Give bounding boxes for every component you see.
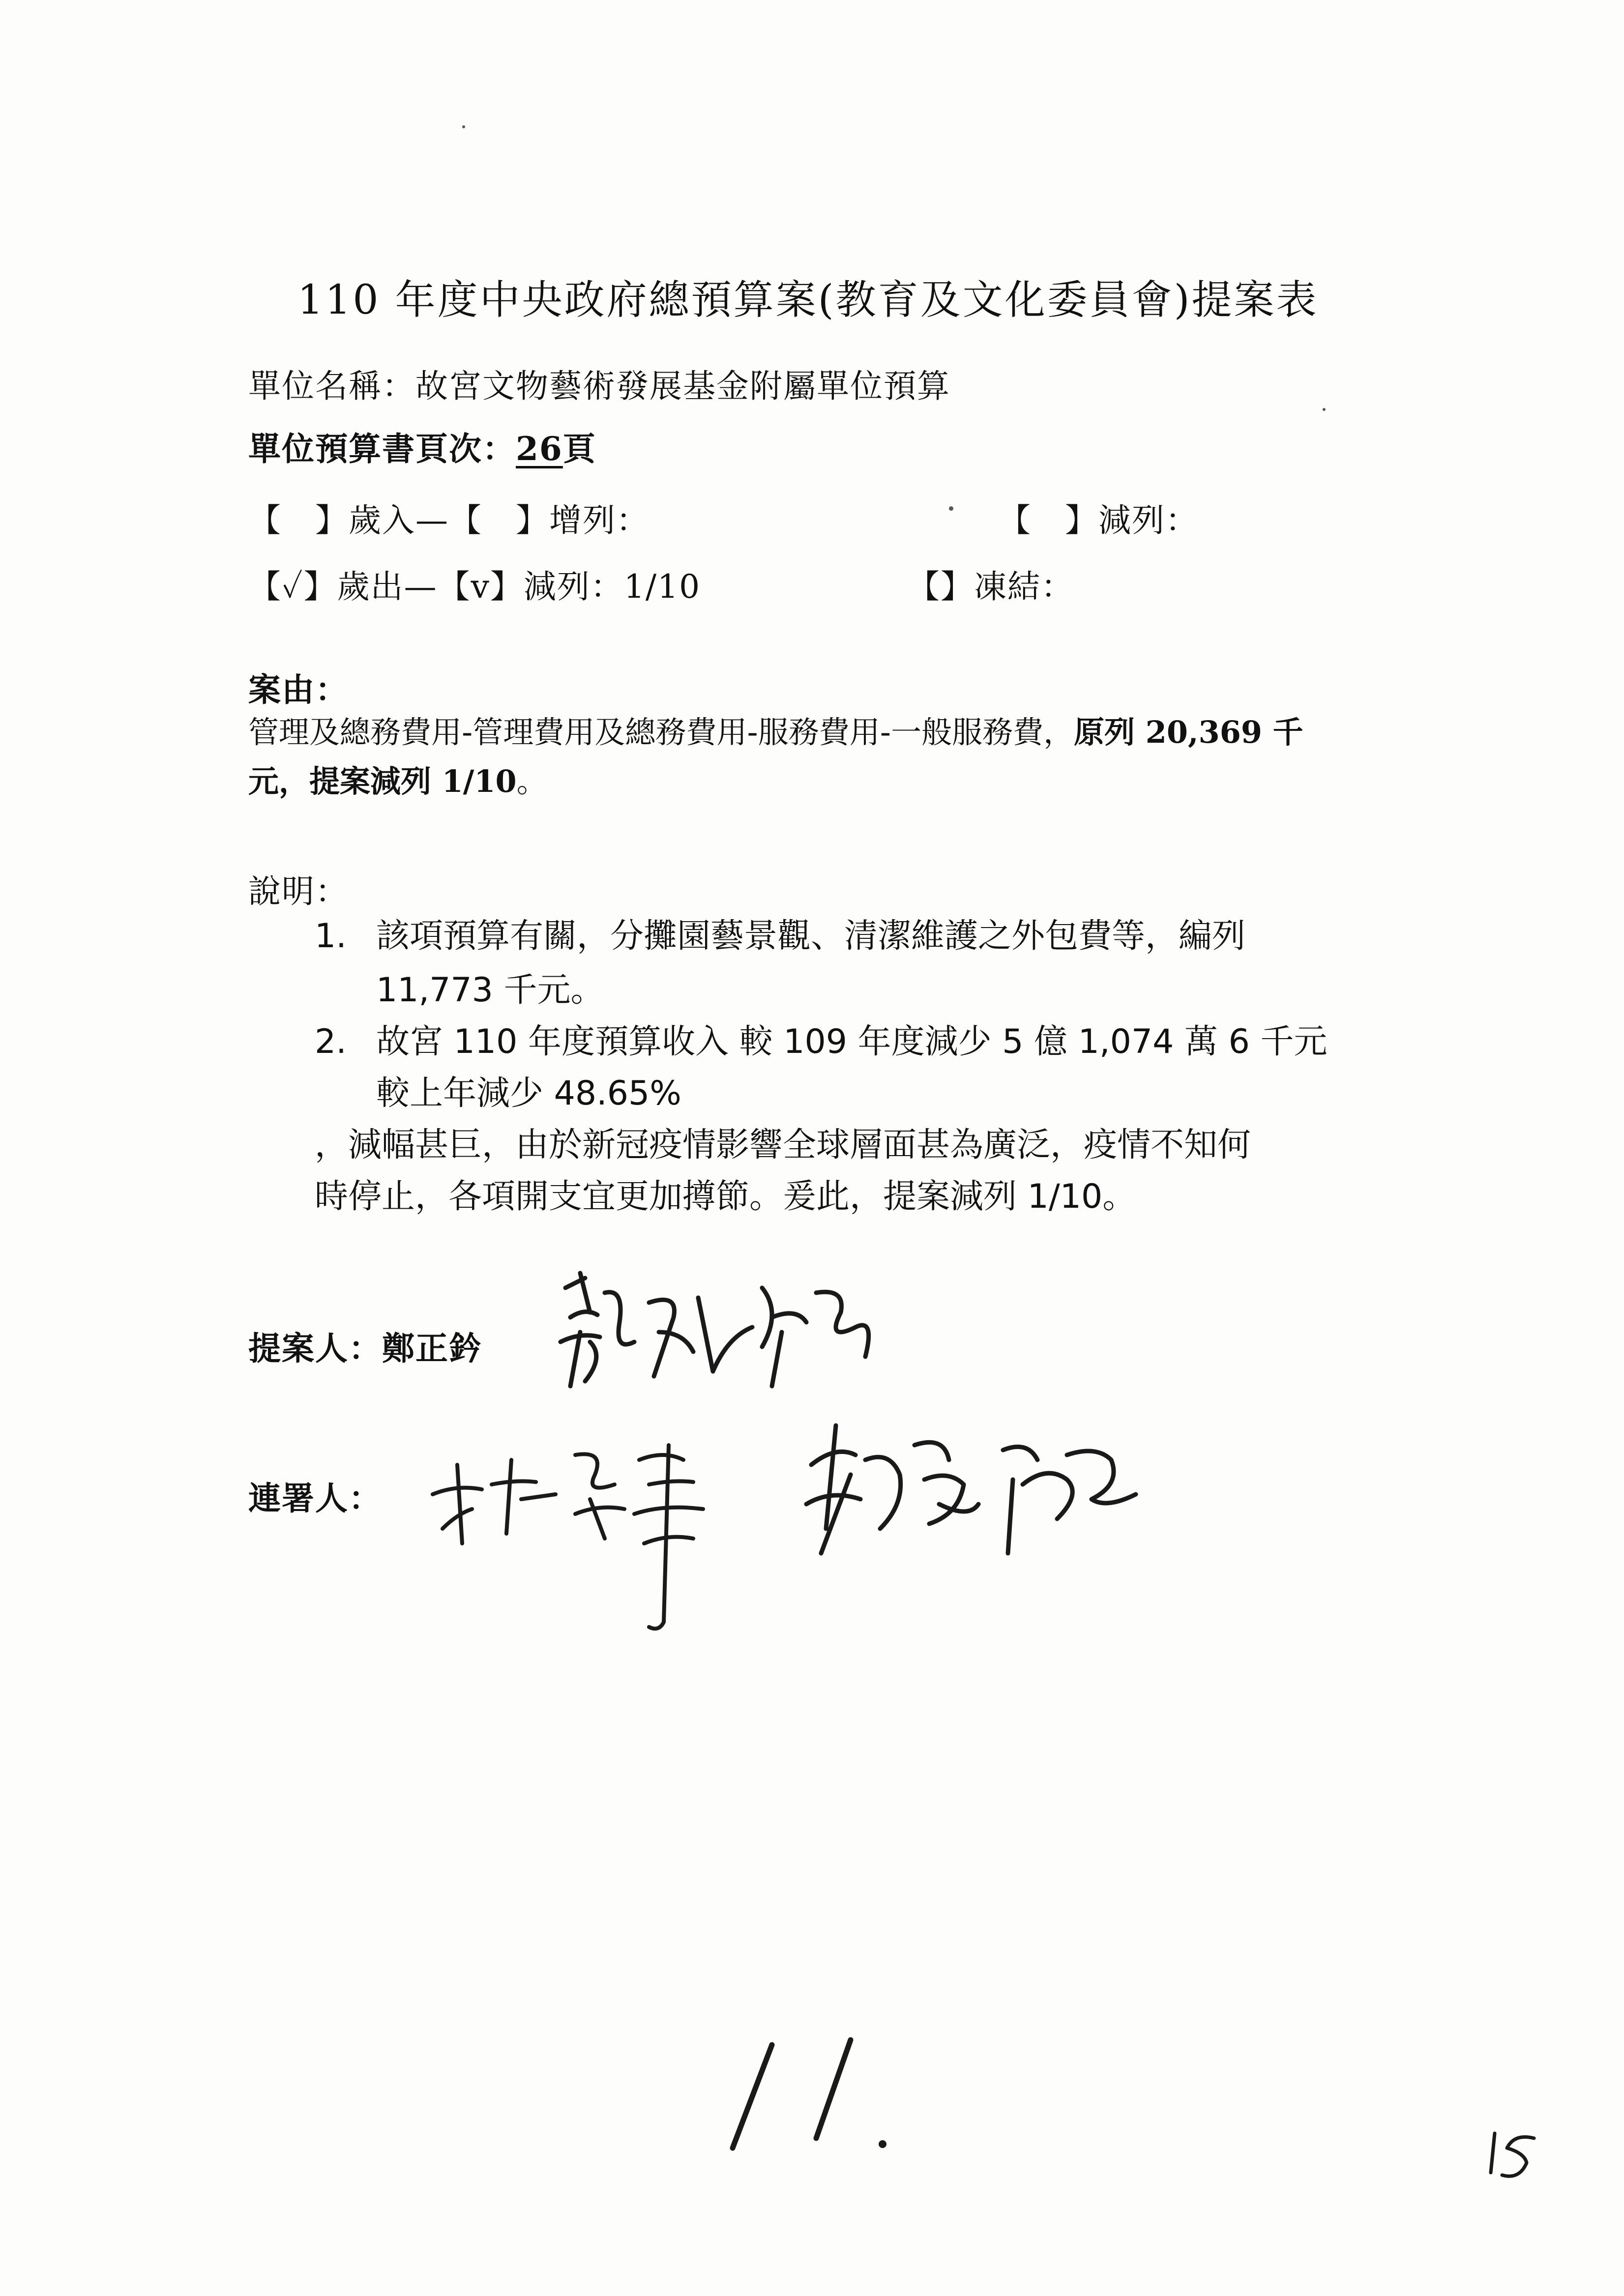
case-body-end: 。	[516, 763, 547, 799]
proposer-label: 提案人：鄭正鈐	[248, 1329, 482, 1367]
page-reference	[248, 423, 596, 469]
cosigner-signature-1	[428, 1416, 772, 1644]
page-reference-label: 單位預算書頁次：	[248, 430, 516, 468]
proposer-signature	[551, 1258, 895, 1408]
explanation-item-2-number: 2.	[315, 1022, 347, 1061]
revenue-cut: 【 】減列：	[998, 501, 1199, 539]
case-original-amount: 原列 20,369 千	[1074, 714, 1303, 750]
expense-freeze: 【】凍結：	[907, 568, 1074, 606]
explanation-item-2-line-4: 時停止，各項開支宜更加撙節。爰此，提案減列 1/10。	[315, 1177, 1136, 1216]
cosigner-signature-2	[792, 1406, 1146, 1575]
page-suffix: 頁	[562, 430, 596, 468]
explanation-item-1-number: 1.	[315, 917, 347, 956]
handwritten-number	[713, 2030, 919, 2160]
scan-speck	[462, 125, 465, 128]
explanation-item-1-line-1: 該項預算有關，分攤園藝景觀、清潔維護之外包費等，編列	[376, 917, 1246, 956]
explanation-item-2-line-2: 較上年減少 48.65%	[376, 1074, 681, 1113]
case-heading: 案由：	[248, 670, 349, 709]
case-body	[248, 708, 1394, 806]
revenue-row: 【 】歲入—【 】增列：	[248, 501, 650, 539]
unit-name: 單位名稱：故宮文物藝術發展基金附屬單位預算	[248, 367, 950, 405]
explanation-heading: 說明：	[248, 872, 349, 910]
scan-speck	[949, 506, 953, 511]
explanation-item-2-line-1: 故宮 110 年度預算收入 較 109 年度減少 5 億 1,074 萬 6 千元	[376, 1022, 1328, 1061]
form-title: 110 年度中央政府總預算案(教育及文化委員會)提案表	[297, 277, 1319, 323]
cosigners-label: 連署人：	[248, 1479, 382, 1517]
page-mark	[1480, 2123, 1549, 2194]
explanation-item-1-line-2: 11,773 千元。	[376, 971, 604, 1010]
case-proposed-cut: 元，提案減列 1/10	[248, 763, 517, 799]
scan-speck	[1323, 408, 1326, 411]
explanation-item-2-line-3: ，減幅甚巨，由於新冠疫情影響全球層面甚為廣泛，疫情不知何	[315, 1126, 1251, 1164]
case-body-text: 管理及總務費用-管理費用及總務費用-服務費用-一般服務費，	[248, 714, 1074, 750]
page-number: 26	[516, 430, 563, 468]
expense-row: 【✓】歲出—【v】減列：1/10	[248, 568, 701, 606]
